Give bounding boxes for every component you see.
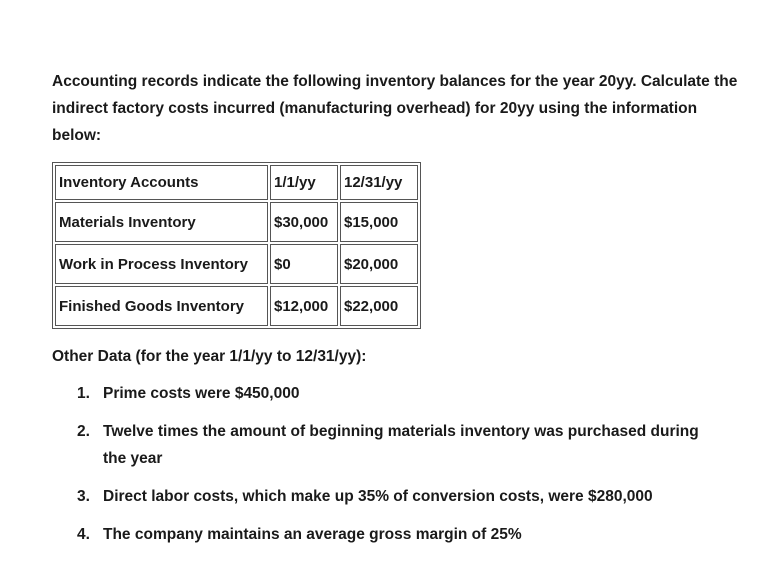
- list-item: [77, 483, 723, 510]
- table-row: [55, 202, 418, 242]
- list-item-number: 4.: [77, 526, 90, 543]
- list-item-text: Twelve times the amount of beginning materials inventory was purchased during the year: [103, 423, 699, 467]
- list-item-number: 1.: [77, 385, 90, 402]
- list-item: [77, 380, 723, 407]
- table-row: [55, 286, 418, 326]
- other-data-heading: Other Data (for the year 1/1/yy to 12/31/yy):: [52, 348, 367, 365]
- list-item-text: The company maintains an average gross margin of 25%: [103, 526, 522, 543]
- list-item-number: 2.: [77, 423, 90, 440]
- list-item-number: 3.: [77, 488, 90, 505]
- header-cell-ending: 12/31/yy: [340, 165, 418, 200]
- header-cell-beginning: 1/1/yy: [270, 165, 338, 200]
- table-cell: $15,000: [340, 202, 418, 242]
- table-row: [55, 244, 418, 284]
- intro-paragraph: Accounting records indicate the following inventory balances for the year 20yy. Calculate the indirect factory costs incurred (manufacturing overhead) for 20yy using the information below:: [52, 73, 738, 144]
- table-cell: Materials Inventory: [55, 202, 268, 242]
- table-cell: Work in Process Inventory: [55, 244, 268, 284]
- table-cell: $30,000: [270, 202, 338, 242]
- list-item-text: Prime costs were $450,000: [103, 385, 300, 402]
- list-item-text: Direct labor costs, which make up 35% of conversion costs, were $280,000: [103, 488, 653, 505]
- list-item: [77, 418, 723, 472]
- table-cell: $22,000: [340, 286, 418, 326]
- list-item: [77, 521, 723, 548]
- notes-list: [77, 380, 723, 559]
- table-cell: Finished Goods Inventory: [55, 286, 268, 326]
- table-cell: $12,000: [270, 286, 338, 326]
- table-header-row: [55, 165, 418, 200]
- table-cell: $0: [270, 244, 338, 284]
- table-cell: $20,000: [340, 244, 418, 284]
- inventory-table: [52, 162, 421, 329]
- header-cell-accounts: Inventory Accounts: [55, 165, 268, 200]
